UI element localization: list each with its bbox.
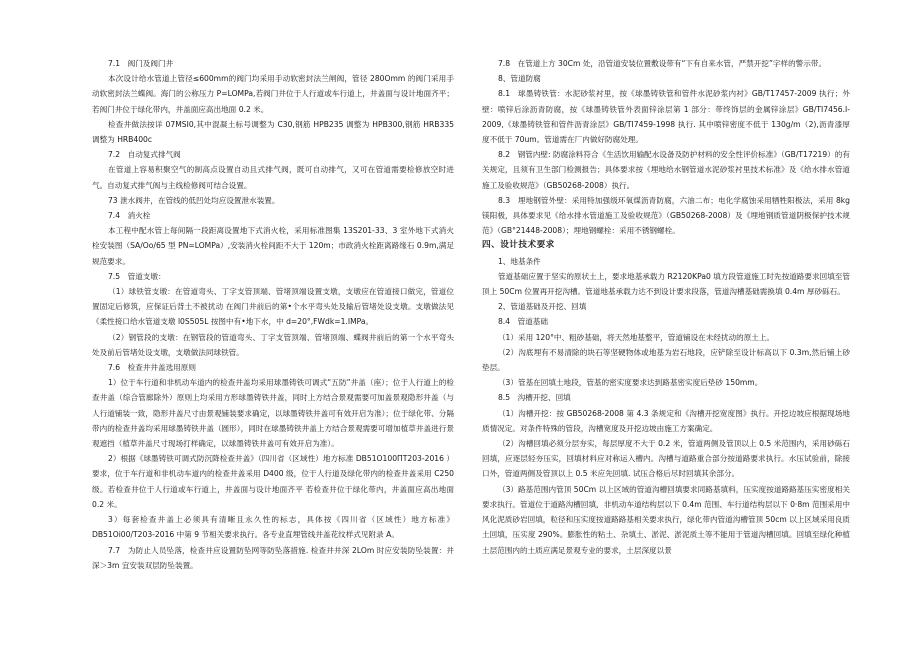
left-column xyxy=(92,56,454,573)
section-heading: 7.1 阀门及阀门井 xyxy=(107,59,174,68)
paragraph: （3）管基在回填土地段，管基的密实度要求达到路基密实度后垫砂 150mm。 xyxy=(497,378,763,388)
right-column xyxy=(482,56,850,558)
section-heading: 73 泄水阀井，在管线的低凹处均应设置泄水装置。 xyxy=(107,195,280,205)
section-heading: 2、管道基础及开挖、回填 xyxy=(497,302,587,312)
chapter-heading: 四、设计技术要求 xyxy=(482,240,555,251)
paragraph: 3）每套检查井盖上必须具有清晰且永久性的标志，具体按《四川省（区域性）地方标准》DB51Oi00/T203-2016 中第 9 节相关要求执行。各专业直埋管线井盖花纹样式见附录 A。 xyxy=(92,515,454,540)
paragraph: 本次设计给水管道上管径≤600mm的阀门均采用手动软密封法兰闸阀，管径 280Omm 的阀门采用手动软密封法兰蝶阀。海门的公称压力 P=LOMPa,若阀门井位于人行道或车行道上，井盖面与设计地面齐平；若阀门井位于绿化带内，井盖面应高出地面 0.2 米。 xyxy=(92,74,454,114)
section-heading: 8.5 沟槽开挖、回填 xyxy=(497,393,571,403)
paragraph: （1）球铁管支墩：在管道弯头、丁字支管顶端、管堵顶端设置支墩，支墩应在管道接口做完，管道位置固定后修筑，应保证后背土不被扰动 在阀门井前后的第•个水平弯头处及输后管堵处设支墩。支墩做法见《柔性接口给水管道支墩 l0S505L 按图中有•地下水，中 d=20°,FWdk=1.IMPa。 xyxy=(92,287,454,327)
paragraph: 管道基础应置于坚实的原状土上，要求地基承载力 R2120KPa0 填方段管道施工时先按道路要求回填至管顶上 50Cm 位置再开挖沟槽。管道地基承载力达不到设计要求段落，管道沟槽基础需换填 0.4m 厚砂砾石。 xyxy=(482,271,850,297)
paragraph: 本工程中配水管上每间隔一段距离设置地下式消火栓，采用标准图集 13S201-33、3 室外地下式消火栓安装图（SA/Oo/65 型 PN=LOMPa）,安装消火栓间距不大于 120m；市政消火栓距离路缘石 0.9m,满足规范要求。 xyxy=(92,226,454,266)
section-heading: 7.2 自动复式排气阀 xyxy=(107,150,181,160)
section-heading: 8.4 管道基础 xyxy=(497,317,548,327)
paragraph: 在管道上容易积聚空气的制高点设置自动且式排气阀，既可自动排气，又可在管道需要检修放空时进气。自动复式排气阀与主线检修阀可结合设置。 xyxy=(92,165,454,190)
paragraph: 8.1 球墨铸铁管：水泥砂浆衬里，按《球墨铸铁管和管件水泥砂浆内衬》GB/T17457-2009 执行；外壁：喷锌后涂沥青防腐，按《球墨铸铁管外表面锌涂层第 1 部分：带终饰层的金属锌涂层》GB/TI7456.I-2009,《球墨铸铁管和管件沥青涂层》GB/TI7459-1998 执行. 其中喷锌密度不低于 130g/m（2),沥青漆厚度不低于 70um。管道需在厂内做好防腐处理。 xyxy=(482,89,850,145)
paragraph: （2）沟底埋有不易清除的块石等坚硬物体或地基为岩石地段，应铲除至设计标高以下 0.3m,然后铺上砂垫层。 xyxy=(482,347,850,373)
section-heading: 1、地基条件 xyxy=(497,256,541,266)
paragraph: 8.2 钢管内壁: 防腐涂料符合《生活饮用输配水设备及防护材料的安全性评价标准》（GB/T17219）的有关规定，且须有卫生部门检测报告；具体要求按《埋地给水钢管道水泥砂浆衬里技术标准》及《给水排水管道施工及验收规范》（GB50268-2008）执行。 xyxy=(482,150,850,190)
paragraph: 7.7 为防止人员坠落，检查井应设置防坠网等防坠落措施. 检查井井深 2LOm 时应安装防坠装置：井深＞3m 宜安装双层防坠装置。 xyxy=(92,545,454,570)
paragraph: （3）路基范围内管顶 50Cm 以上区域的管道沟槽回填要求同路基填料，压实度按道路路基压实密度相关要求执行。管道位于道路沟槽回填，非机动车道结构层以下 0.4m 范围、车行道结构层以下 0·8m 范围采用中风化泥质砂岩回填，粒径和压实度按道路路基相关要求执行，绿化带内管道沟槽管顶 50cm 以上区域采用良质土回填，压实度 290%。膨胀性的粘土、杂填土、淤泥、淤泥质土等不能用于管道沟槽回填。回填至绿化种植土层范围内的土质应满足景观专业的要求，土层深度以景 xyxy=(482,484,850,555)
paragraph: 7.8 在管道上方 30Cm 处，沿管道安装位置敷设带有“下有自来水管，严禁开挖”字样的警示带。 xyxy=(497,59,827,68)
paragraph: 8.3 埋地钢管外壁：采用特加强级环氧煤沥青防腐，六油二布；电化学腐蚀采用牺牲阳极法，采用 8kg 镁阳极，具体要求见《给水排水管道施工及验收规范》（GB50268-2008）及《埋地钢质管道阴极保护技术规范》（GB°21448-2008）；埋地钢螺栓：采用不锈钢螺栓。 xyxy=(482,195,850,236)
section-heading: 8、管道防腐 xyxy=(497,74,541,84)
section-heading: 7.4 消火栓 xyxy=(107,211,151,221)
paragraph: （2）沟槽回填必须分层夯实，每层厚度不大于 0.2 米，管道两侧及管顶以上 0.5 米范围内，采用砂砾石回填，应逐层轻夯压实，回填材料应对称运入槽内。沟槽与道路重合部分按道路要求执行。水压试验前，除接口外，管道两侧及管顶以上 0.5 米应先回填. 试压合格后尽时回填其余部分。 xyxy=(482,439,850,479)
paragraph: 2）根据《球墨铸铁可调式防沉降检查井盖》（四川省（区域性）地方标准 DB51O100ΠT203-2016 ）要求，位于车行道和非机动车道内的检查井盖采用 D400 级，位于人行道及绿化带内的检查井盖采用 C250 级。若检查井位于人行道或车行道上，井盖面与设计地面齐平 若检查井位于绿化带内，井盖面应高出地面 0.2 米。 xyxy=(92,454,454,509)
section-heading: 7.6 检查井井盖选用原则 xyxy=(107,363,196,373)
paragraph: （2）钢管段的支墩：在钢管段的管道弯头、丁字支管顶端、管堵顶端、蝶阀井前后的第一个水平弯头处及前后管堵处设支墩，支墩做法同球铁管。 xyxy=(92,332,454,357)
paragraph: 1）位于车行道和非机动车道内的检查井盖均采用球墨铸铁可调式“五防”井盖（座）；位于人行道上的检查井盖（综合管廊除外）原则上均采用方形球墨铸铁井盖，同时上方结合景观需要可加盖景观隐形井盖（与人行道铺装一致，隐形井盖尺寸由景观铺装要求确定，以球墨铸铁井盖可有效开启为准）；位于绿化带、分隔带内的检查井盖均采用球墨铸铁井盖（圆形），同时在球墨铸铁井盖上方结合景观需要可增加植草井盖进行景观遮挡（植草井盖尺寸现场打样确定，以球墨铸铁井盖可有效开启为准）。 xyxy=(92,378,454,449)
paragraph: （1）采用 120°中、粗砂基础，将天然地基整平，管道铺设在未经扰动的原土上。 xyxy=(497,332,775,342)
paragraph: 检查井做法按详 07MSI0,其中混凝土标号调整为 C30,钢筋 HPB235 调整为 HPB300,钢筋 HRB335 调整为 HRB400c xyxy=(92,119,454,145)
paragraph: （1）沟槽开挖：按 GB50268-2008 第 4.3 条规定和《沟槽开挖宽度图》执行。开挖边坡应根据现场地质情况定。对条件特殊的管段，沟槽宽度及开挖边坡由施工方案确定。 xyxy=(482,408,850,433)
section-heading: 7.5 管道支墩： xyxy=(107,271,166,281)
